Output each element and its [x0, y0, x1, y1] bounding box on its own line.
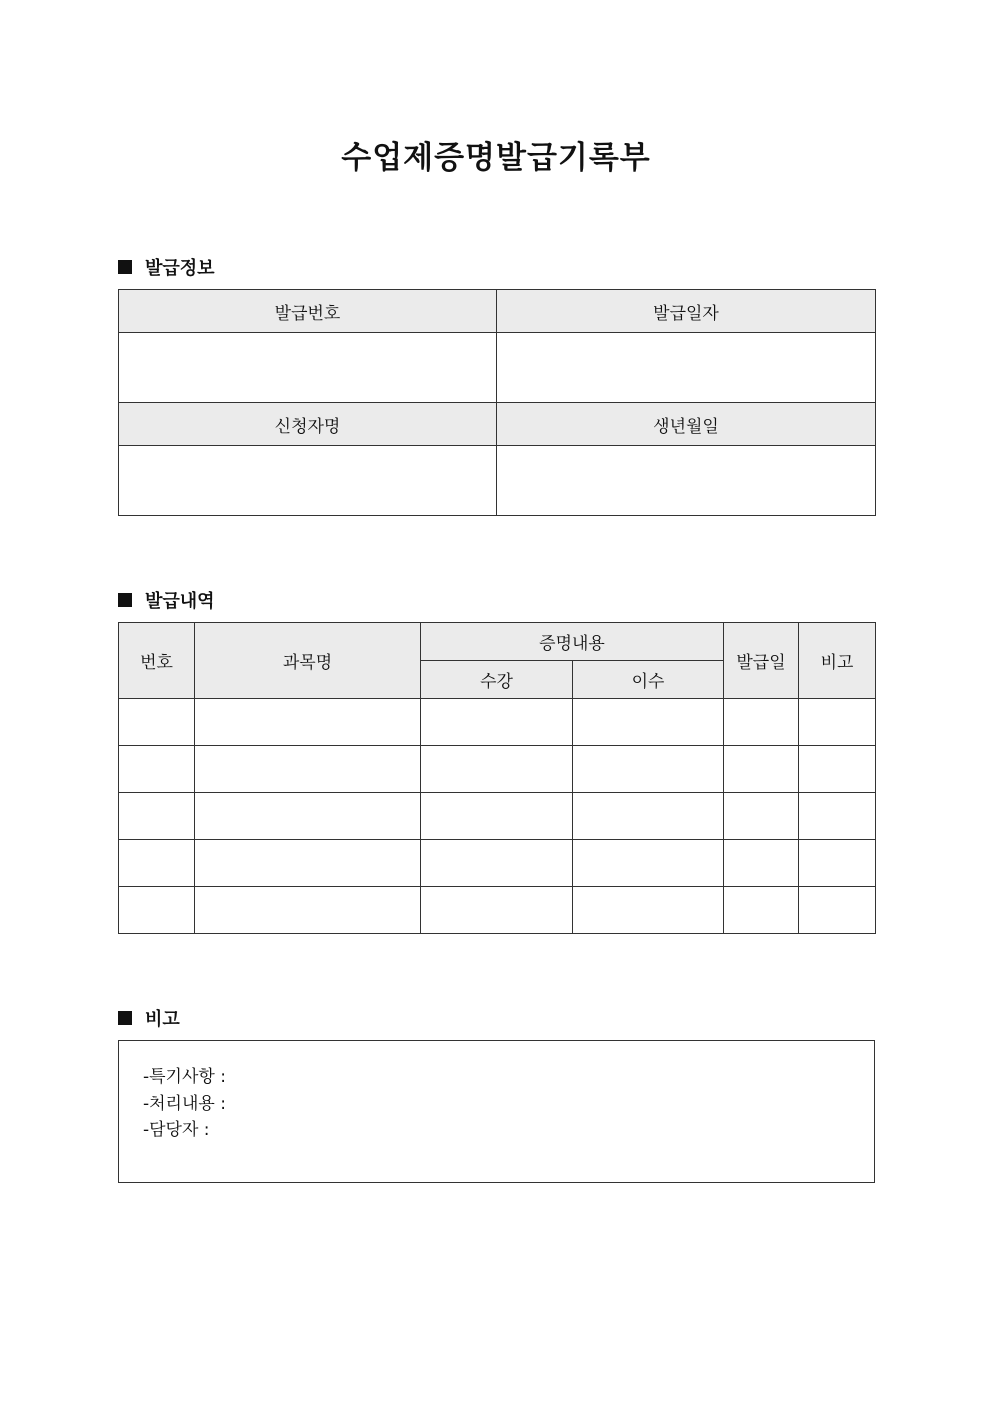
attendance-cell[interactable]	[421, 887, 573, 934]
issue-day-cell[interactable]	[724, 746, 799, 793]
page-title: 수업제증명발급기록부	[341, 140, 651, 176]
note-cell[interactable]	[799, 699, 876, 746]
special-notes-line: -특기사항 :	[143, 1067, 226, 1087]
subject-cell[interactable]	[195, 699, 421, 746]
number-cell[interactable]	[119, 840, 195, 887]
attendance-cell[interactable]	[421, 840, 573, 887]
completion-cell[interactable]	[573, 887, 724, 934]
completion-cell[interactable]	[573, 793, 724, 840]
number-cell[interactable]	[119, 793, 195, 840]
issue-day-cell[interactable]	[724, 699, 799, 746]
subject-cell[interactable]	[195, 746, 421, 793]
subject-cell[interactable]	[195, 887, 421, 934]
subject-cell[interactable]	[195, 793, 421, 840]
col-number-header: 번호	[119, 623, 195, 699]
square-bullet-icon	[118, 593, 132, 607]
col-attendance-header: 수강	[421, 661, 573, 699]
table-row	[119, 840, 876, 887]
person-in-charge-line: -담당자 :	[143, 1120, 210, 1140]
birth-date-label: 생년월일	[497, 403, 876, 446]
square-bullet-icon	[118, 1011, 132, 1025]
subject-cell[interactable]	[195, 840, 421, 887]
col-note-header: 비고	[799, 623, 876, 699]
issue-day-cell[interactable]	[724, 887, 799, 934]
issue-date-field[interactable]	[497, 333, 876, 403]
table-row	[119, 746, 876, 793]
note-cell[interactable]	[799, 887, 876, 934]
table-row	[119, 793, 876, 840]
applicant-name-label: 신청자명	[119, 403, 497, 446]
section-remarks-title: 비고	[145, 1009, 180, 1030]
issue-number-field[interactable]	[119, 333, 497, 403]
section-issue-info-title: 발급정보	[145, 258, 215, 279]
attendance-cell[interactable]	[421, 746, 573, 793]
table-row	[119, 887, 876, 934]
section-issue-info-heading	[118, 254, 215, 280]
note-cell[interactable]	[799, 793, 876, 840]
table-row	[119, 699, 876, 746]
issue-info-table	[118, 289, 876, 516]
section-remarks-heading	[118, 1005, 180, 1031]
note-cell[interactable]	[799, 840, 876, 887]
section-issue-details-heading	[118, 587, 215, 613]
completion-cell[interactable]	[573, 746, 724, 793]
number-cell[interactable]	[119, 746, 195, 793]
col-completion-header: 이수	[573, 661, 724, 699]
issue-details-table	[118, 622, 876, 934]
col-issue-day-header: 발급일	[724, 623, 799, 699]
note-cell[interactable]	[799, 746, 876, 793]
remarks-box[interactable]	[118, 1040, 875, 1183]
attendance-cell[interactable]	[421, 699, 573, 746]
col-subject-header: 과목명	[195, 623, 421, 699]
issue-number-label: 발급번호	[119, 290, 497, 333]
number-cell[interactable]	[119, 887, 195, 934]
attendance-cell[interactable]	[421, 793, 573, 840]
completion-cell[interactable]	[573, 840, 724, 887]
completion-cell[interactable]	[573, 699, 724, 746]
col-cert-content-header: 증명내용	[421, 623, 724, 661]
section-issue-details-title: 발급내역	[145, 591, 215, 612]
birth-date-field[interactable]	[497, 446, 876, 516]
issue-date-label: 발급일자	[497, 290, 876, 333]
applicant-name-field[interactable]	[119, 446, 497, 516]
number-cell[interactable]	[119, 699, 195, 746]
issue-day-cell[interactable]	[724, 793, 799, 840]
processing-details-line: -처리내용 :	[143, 1094, 226, 1114]
issue-day-cell[interactable]	[724, 840, 799, 887]
square-bullet-icon	[118, 260, 132, 274]
